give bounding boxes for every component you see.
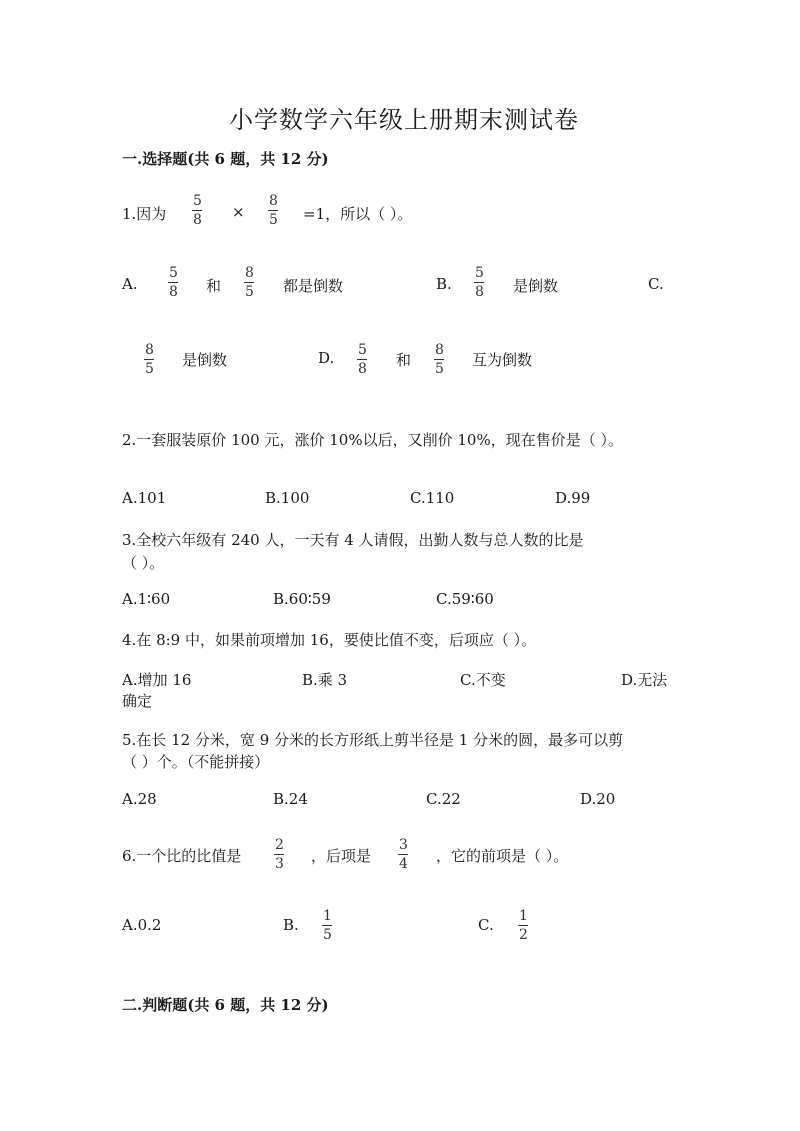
fraction-numerator: 5 (169, 265, 178, 281)
fraction-denominator: 8 (475, 284, 484, 300)
option-a[interactable]: A.1∶60 (122, 590, 171, 608)
fraction-denominator: 5 (245, 284, 254, 300)
fraction-numerator: 5 (358, 342, 367, 358)
option-c-text: 是倒数 (182, 351, 228, 369)
option-a-label[interactable]: A. (122, 275, 138, 293)
question-3-line2: （ ）。 (122, 554, 165, 572)
page-title: 小学数学六年级上册期末测试卷 (229, 106, 579, 134)
option-b[interactable]: B.24 (273, 790, 308, 808)
fraction-numerator: 5 (193, 193, 202, 209)
option-a-and: 和 (206, 277, 222, 295)
option-a[interactable]: A.28 (122, 790, 157, 808)
fraction-5-8 (192, 194, 203, 227)
question-3-line1: 3.全校六年级有 240 人，一天有 4 人请假，出勤人数与总人数的比是 (122, 531, 584, 549)
fraction-denominator: 8 (358, 361, 367, 377)
question-2: 2.一套服装原价 100 元，涨价 10%以后，又削价 10%，现在售价是（ ）。 (122, 431, 623, 449)
fraction-8-5 (144, 343, 155, 376)
option-b[interactable]: B.60∶59 (273, 590, 331, 608)
fraction-5-8 (357, 343, 368, 376)
option-d[interactable]: D.99 (555, 489, 591, 507)
question-1-suffix: =1，所以（ ）。 (303, 205, 413, 223)
option-b-label[interactable]: B. (436, 275, 452, 293)
section-heading-choice: 一.选择题(共 6 题，共 12 分) (122, 150, 329, 168)
fraction-8-5 (244, 266, 255, 299)
fraction-numerator: 1 (519, 908, 528, 924)
option-c-label[interactable]: C. (648, 275, 664, 293)
fraction-5-8 (168, 266, 179, 299)
question-5-line1: 5.在长 12 分米，宽 9 分米的长方形纸上剪半径是 1 分米的圆，最多可以剪 (122, 731, 624, 749)
option-c-label[interactable]: C. (478, 916, 494, 934)
option-d-text: 互为倒数 (472, 351, 533, 369)
fraction-denominator: 5 (323, 927, 332, 943)
fraction-numerator: 8 (435, 342, 444, 358)
question-1-prefix: 1.因为 (122, 205, 167, 223)
fraction-denominator: 3 (275, 856, 284, 872)
fraction-denominator: 5 (435, 361, 444, 377)
fraction-numerator: 8 (245, 265, 254, 281)
question-4: 4.在 8:9 中，如果前项增加 16，要使比值不变，后项应（ ）。 (122, 631, 537, 649)
question-6-suffix: ，它的前项是（ ）。 (436, 847, 569, 865)
fraction-5-8 (474, 266, 485, 299)
option-d-wrap: 确定 (122, 692, 153, 710)
option-d[interactable]: D.无法 (621, 671, 668, 689)
option-c[interactable]: C.59∶60 (436, 590, 494, 608)
fraction-numerator: 5 (475, 265, 484, 281)
fraction-denominator: 8 (169, 284, 178, 300)
option-b-text: 是倒数 (513, 277, 559, 295)
option-b[interactable]: B.乘 3 (302, 671, 348, 689)
fraction-8-5 (434, 343, 445, 376)
question-5-line2: （ ）个。（不能拼接） (122, 753, 270, 771)
option-a[interactable]: A.101 (122, 489, 167, 507)
fraction-numerator: 8 (269, 193, 278, 209)
option-d[interactable]: D.20 (580, 790, 616, 808)
option-b-label[interactable]: B. (283, 916, 299, 934)
question-6-mid: ，后项是 (311, 847, 372, 865)
fraction-3-4 (398, 838, 409, 871)
option-a-text: 都是倒数 (283, 277, 344, 295)
question-6-prefix: 6.一个比的比值是 (122, 847, 242, 865)
option-b[interactable]: B.100 (265, 489, 310, 507)
option-c[interactable]: C.22 (426, 790, 461, 808)
times-sign: × (232, 203, 245, 221)
fraction-denominator: 4 (399, 856, 408, 872)
option-c[interactable]: C.不变 (460, 671, 506, 689)
option-d-label[interactable]: D. (318, 349, 335, 367)
fraction-denominator: 5 (145, 361, 154, 377)
fraction-denominator: 5 (269, 212, 278, 228)
option-c[interactable]: C.110 (410, 489, 455, 507)
fraction-numerator: 3 (399, 837, 408, 853)
option-a[interactable]: A.0.2 (122, 916, 162, 934)
fraction-1-2 (518, 909, 529, 942)
fraction-8-5 (268, 194, 279, 227)
section-heading-judgment: 二.判断题(共 6 题，共 12 分) (122, 996, 329, 1014)
fraction-numerator: 2 (275, 837, 284, 853)
option-a[interactable]: A.增加 16 (122, 671, 192, 689)
fraction-numerator: 1 (323, 908, 332, 924)
option-d-and: 和 (396, 351, 412, 369)
fraction-denominator: 2 (519, 927, 528, 943)
fraction-numerator: 8 (145, 342, 154, 358)
fraction-1-5 (322, 909, 333, 942)
fraction-2-3 (274, 838, 285, 871)
fraction-denominator: 8 (193, 212, 202, 228)
